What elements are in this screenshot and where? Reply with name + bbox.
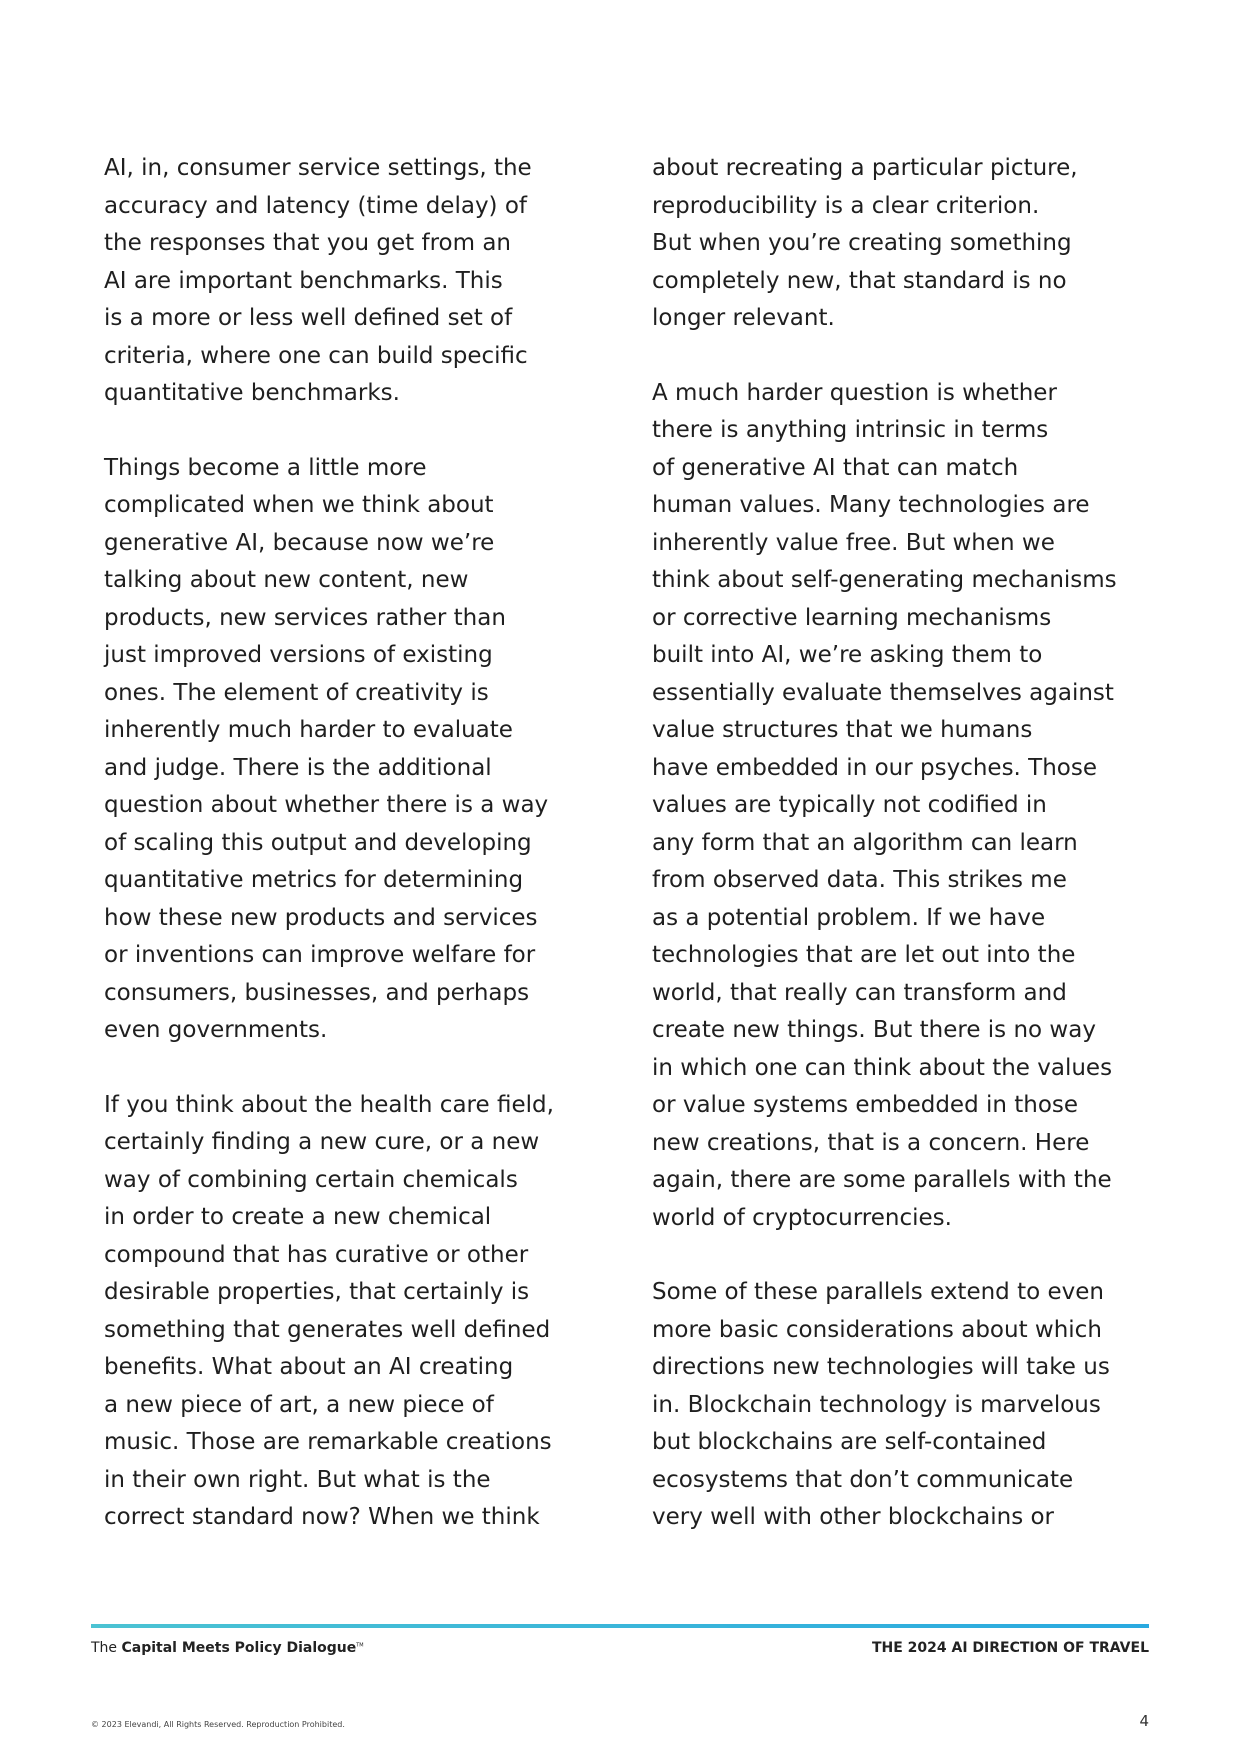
paragraph-line: essentially evaluate themselves against xyxy=(652,679,1114,706)
paragraph-line: technologies that are let out into the xyxy=(652,942,1076,968)
paragraph-line: have embedded in our psyches. Those xyxy=(652,754,1098,781)
paragraph-line: values are typically not codified in xyxy=(652,792,1047,818)
paragraph-line: but blockchains are self-contained xyxy=(652,1429,1047,1455)
paragraph-line: any form that an algorithm can learn xyxy=(652,829,1078,856)
paragraph-line: world of cryptocurrencies. xyxy=(652,1204,952,1231)
paragraph-line: human values. Many technologies are xyxy=(652,492,1090,518)
paragraph xyxy=(104,150,574,413)
paragraph-line: in which one can think about the values xyxy=(652,1054,1113,1081)
paragraph-line: directions new technologies will take us xyxy=(652,1354,1110,1380)
paragraph-line: as a potential problem. If we have xyxy=(652,904,1046,931)
paragraph-line: compound that has curative or other xyxy=(104,1241,529,1268)
paragraph-line: from observed data. This strikes me xyxy=(652,867,1067,893)
paragraph-line: ones. The element of creativity is xyxy=(104,679,489,706)
paragraph-line: consumers, businesses, and perhaps xyxy=(104,979,530,1006)
paragraph-line: or corrective learning mechanisms xyxy=(652,604,1052,631)
paragraph-line: complicated when we think about xyxy=(104,492,494,518)
paragraph-line: about recreating a particular picture, xyxy=(652,155,1078,181)
page-number: 4 xyxy=(1139,1712,1149,1730)
paragraph-line: a new piece of art, a new piece of xyxy=(104,1391,494,1418)
paragraph-line: But when you’re creating something xyxy=(652,230,1072,256)
paragraph-line: If you think about the health care field, xyxy=(104,1091,554,1118)
paragraph-line: or value systems embedded in those xyxy=(652,1092,1079,1118)
paragraph-line: completely new, that standard is no xyxy=(652,267,1067,294)
paragraph-line: inherently much harder to evaluate xyxy=(104,717,513,743)
paragraph-line: world, that really can transform and xyxy=(652,979,1067,1006)
paragraph-line: AI are important benchmarks. This xyxy=(104,267,503,294)
paragraph-line: something that generates well defined xyxy=(104,1316,551,1343)
paragraph-line: inherently value free. But when we xyxy=(652,529,1055,556)
trademark-mark: TM xyxy=(356,1642,364,1649)
left-column xyxy=(104,150,574,1574)
paragraph xyxy=(652,1274,1152,1537)
paragraph-line: products, new services rather than xyxy=(104,604,506,631)
paragraph-line: again, there are some parallels with the xyxy=(652,1167,1112,1193)
paragraph-line: Some of these parallels extend to even xyxy=(652,1279,1104,1305)
paragraph-line: the responses that you get from an xyxy=(104,230,511,256)
paragraph-line: talking about new content, new xyxy=(104,567,469,593)
paragraph-line: accuracy and latency (time delay) of xyxy=(104,192,528,219)
paragraph-line: correct standard now? When we think xyxy=(104,1504,540,1530)
paragraph xyxy=(104,1087,574,1537)
paragraph-line: very well with other blockchains or xyxy=(652,1504,1055,1530)
paragraph-line: A much harder question is whether xyxy=(652,379,1057,406)
paragraph-line: question about whether there is a way xyxy=(104,792,549,818)
paragraph-line: certainly finding a new cure, or a new xyxy=(104,1129,540,1155)
paragraph-line: way of combining certain chemicals xyxy=(104,1166,518,1193)
paragraph xyxy=(104,450,574,1050)
paragraph-line: more basic considerations about which xyxy=(652,1316,1102,1343)
paragraph-line: of scaling this output and developing xyxy=(104,829,532,856)
paragraph-line: generative AI, because now we’re xyxy=(104,529,495,556)
paragraph-line: quantitative metrics for determining xyxy=(104,867,524,893)
paragraph-line: and judge. There is the additional xyxy=(104,754,492,781)
footer-brand-name: Capital Meets Policy Dialogue xyxy=(121,1640,357,1656)
paragraph-line: quantitative benchmarks. xyxy=(104,380,400,406)
paragraph-line: criteria, where one can build specific xyxy=(104,342,528,369)
footer-report-title: THE 2024 AI DIRECTION OF TRAVEL xyxy=(871,1640,1149,1656)
paragraph-line: create new things. But there is no way xyxy=(652,1017,1096,1043)
paragraph-line: longer relevant. xyxy=(652,305,835,331)
paragraph-line: value structures that we humans xyxy=(652,717,1033,743)
footer-brand xyxy=(91,1640,364,1656)
paragraph-line: even governments. xyxy=(104,1017,328,1043)
paragraph-line: Things become a little more xyxy=(104,454,427,481)
paragraph-line: in their own right. But what is the xyxy=(104,1466,491,1493)
paragraph-line: benefits. What about an AI creating xyxy=(104,1354,514,1380)
paragraph-line: or inventions can improve welfare for xyxy=(104,942,536,968)
paragraph xyxy=(652,375,1152,1238)
paragraph-line: just improved versions of existing xyxy=(104,642,493,668)
paragraph xyxy=(652,150,1152,338)
paragraph-line: in order to create a new chemical xyxy=(104,1204,492,1230)
paragraph-line: ecosystems that don’t communicate xyxy=(652,1466,1074,1493)
copyright-notice: © 2023 Elevandi, All Rights Reserved. Reproduction Prohibited. xyxy=(91,1720,345,1729)
paragraph-line: built into AI, we’re asking them to xyxy=(652,642,1043,668)
paragraph-line: music. Those are remarkable creations xyxy=(104,1429,552,1455)
footer-divider xyxy=(91,1624,1149,1628)
footer-brand-prefix: The xyxy=(91,1640,118,1656)
paragraph-line: of generative AI that can match xyxy=(652,454,1019,481)
paragraph-line: how these new products and services xyxy=(104,904,538,931)
paragraph-line: new creations, that is a concern. Here xyxy=(652,1129,1090,1156)
paragraph-line: reproducibility is a clear criterion. xyxy=(652,192,1040,219)
paragraph-line: there is anything intrinsic in terms xyxy=(652,417,1049,443)
right-column xyxy=(652,150,1152,1574)
paragraph-line: AI, in, consumer service settings, the xyxy=(104,155,532,181)
paragraph-line: is a more or less well defined set of xyxy=(104,305,513,331)
paragraph-line: in. Blockchain technology is marvelous xyxy=(652,1391,1101,1418)
paragraph-line: think about self-generating mechanisms xyxy=(652,567,1117,593)
paragraph-line: desirable properties, that certainly is xyxy=(104,1279,530,1305)
